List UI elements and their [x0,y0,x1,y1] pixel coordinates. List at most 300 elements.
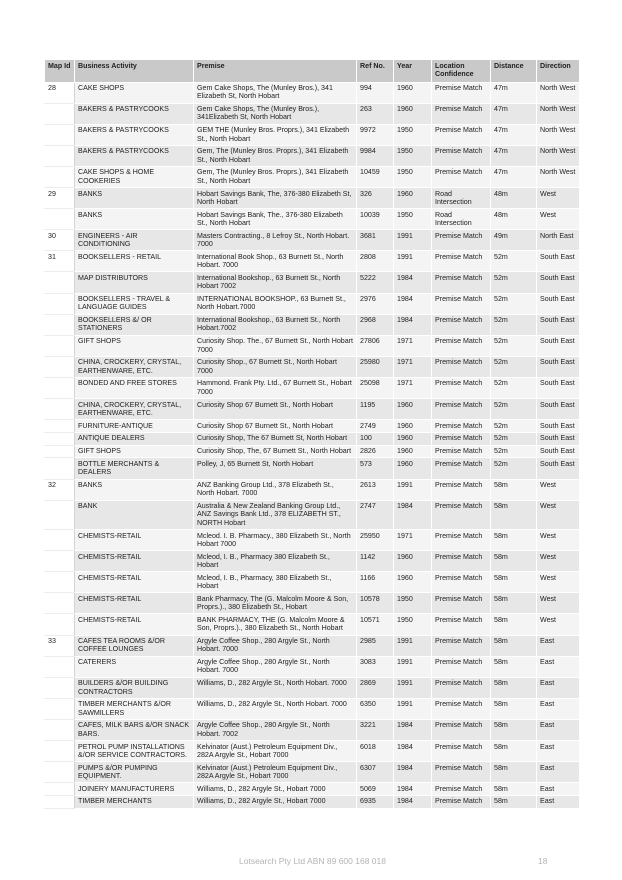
cell-business-activity: CAKE SHOPS [75,82,194,103]
cell-premise: Williams, D., 282 Argyle St., North Hobart. 7000 [194,677,357,698]
cell-direction: South East [537,272,580,293]
cell-business-activity: CHEMISTS-RETAIL [75,614,194,635]
table-row [45,458,580,479]
table-row [45,82,580,103]
cell-premise: Gem Cake Shops, The (Munley Bros.), 341Elizabeth St, North Hobart [194,103,357,124]
cell-ref-no: 2869 [357,677,394,698]
table-row [45,614,580,635]
cell-location-confidence: Premise Match [432,698,491,719]
footer-company: Lotsearch Pty Ltd ABN 89 600 168 018 [239,856,386,866]
cell-direction: South East [537,445,580,458]
cell-year: 1984 [394,795,432,808]
cell-map-id [45,103,75,124]
cell-location-confidence: Premise Match [432,432,491,445]
cell-ref-no: 2613 [357,479,394,500]
cell-year: 1984 [394,293,432,314]
cell-distance: 52m [491,432,537,445]
table-row [45,314,580,335]
cell-direction: South East [537,420,580,433]
table-body [45,82,580,808]
cell-ref-no: 3221 [357,719,394,740]
cell-distance: 52m [491,399,537,420]
cell-business-activity: CHINA, CROCKERY, CRYSTAL, EARTHENWARE, ETC. [75,356,194,377]
header-direction: Direction [537,60,580,83]
cell-year: 1984 [394,272,432,293]
cell-location-confidence: Premise Match [432,635,491,656]
cell-location-confidence: Premise Match [432,551,491,572]
cell-map-id: 33 [45,635,75,656]
table-row [45,593,580,614]
cell-business-activity: BANK [75,500,194,529]
cell-year: 1991 [394,479,432,500]
cell-year: 1960 [394,458,432,479]
cell-direction: South East [537,458,580,479]
cell-distance: 58m [491,762,537,783]
cell-ref-no: 5069 [357,783,394,796]
table-row [45,656,580,677]
cell-ref-no: 25950 [357,530,394,551]
cell-map-id [45,124,75,145]
cell-map-id [45,293,75,314]
cell-year: 1984 [394,762,432,783]
cell-year: 1984 [394,741,432,762]
cell-business-activity: MAP DISTRIBUTORS [75,272,194,293]
cell-direction: West [537,500,580,529]
cell-distance: 52m [491,251,537,272]
cell-year: 1991 [394,251,432,272]
records-table [44,59,580,809]
table-row [45,741,580,762]
cell-direction: East [537,719,580,740]
cell-location-confidence: Premise Match [432,335,491,356]
cell-ref-no: 573 [357,458,394,479]
cell-ref-no: 1142 [357,551,394,572]
cell-map-id [45,335,75,356]
cell-distance: 58m [491,635,537,656]
cell-direction: East [537,741,580,762]
cell-premise: Kelvinator (Aust.) Petroleum Equipment Div., 282A Argyle St., Hobart 7000 [194,741,357,762]
cell-ref-no: 1195 [357,399,394,420]
cell-distance: 58m [491,572,537,593]
cell-location-confidence: Premise Match [432,614,491,635]
cell-business-activity: PETROL PUMP INSTALLATIONS &/OR SERVICE CONTRACTORS. [75,741,194,762]
cell-location-confidence: Premise Match [432,500,491,529]
cell-distance: 58m [491,795,537,808]
cell-map-id [45,209,75,230]
cell-distance: 58m [491,551,537,572]
cell-location-confidence: Premise Match [432,314,491,335]
cell-distance: 47m [491,145,537,166]
cell-map-id [45,677,75,698]
cell-direction: South East [537,377,580,398]
cell-year: 1950 [394,593,432,614]
header-business-activity: Business Activity [75,60,194,83]
cell-distance: 58m [491,593,537,614]
cell-business-activity: CATERERS [75,656,194,677]
cell-business-activity: CAFES, MILK BARS &/OR SNACK BARS. [75,719,194,740]
cell-map-id [45,741,75,762]
cell-location-confidence: Premise Match [432,593,491,614]
cell-map-id [45,420,75,433]
cell-map-id [45,762,75,783]
cell-map-id [45,458,75,479]
cell-premise: Curiosity Shop, The, 67 Burnett St., North Hobart [194,445,357,458]
cell-distance: 47m [491,103,537,124]
cell-distance: 58m [491,500,537,529]
cell-distance: 52m [491,293,537,314]
cell-distance: 58m [491,719,537,740]
cell-location-confidence: Premise Match [432,272,491,293]
cell-map-id: 32 [45,479,75,500]
cell-business-activity: CHEMISTS-RETAIL [75,530,194,551]
cell-location-confidence: Premise Match [432,420,491,433]
cell-ref-no: 10578 [357,593,394,614]
table-row [45,335,580,356]
table-row [45,432,580,445]
cell-premise: Hobart Savings Bank, The., 376-380 Elizabeth St., North Hobart [194,209,357,230]
cell-direction: North West [537,103,580,124]
cell-map-id [45,145,75,166]
cell-location-confidence: Premise Match [432,166,491,187]
cell-business-activity: BOOKSELLERS - TRAVEL & LANGUAGE GUIDES [75,293,194,314]
cell-distance: 52m [491,314,537,335]
cell-map-id [45,399,75,420]
cell-year: 1960 [394,420,432,433]
cell-premise: Kelvinator (Aust.) Petroleum Equipment Div., 282A Argyle St., Hobart 7000 [194,762,357,783]
cell-business-activity: GIFT SHOPS [75,335,194,356]
cell-ref-no: 10571 [357,614,394,635]
cell-premise: Australia & New Zealand Banking Group Ltd., ANZ Savings Bank Ltd., 378 ELIZABETH ST., NORTH Hobart [194,500,357,529]
cell-year: 1950 [394,145,432,166]
cell-business-activity: BONDED AND FREE STORES [75,377,194,398]
cell-premise: Mcleod, I. B., Pharmacy, 380 Elizabeth St., Hobart [194,572,357,593]
cell-map-id [45,500,75,529]
cell-distance: 58m [491,530,537,551]
header-location-confidence: Location Confidence [432,60,491,83]
cell-ref-no: 2968 [357,314,394,335]
cell-premise: Polley, J, 65 Burnett St, North Hobart [194,458,357,479]
cell-year: 1984 [394,500,432,529]
cell-business-activity: BANKS [75,188,194,209]
cell-location-confidence: Premise Match [432,795,491,808]
cell-business-activity: CHINA, CROCKERY, CRYSTAL, EARTHENWARE, ETC. [75,399,194,420]
cell-location-confidence: Premise Match [432,783,491,796]
cell-distance: 58m [491,783,537,796]
cell-map-id [45,698,75,719]
table-row [45,572,580,593]
cell-distance: 52m [491,420,537,433]
cell-year: 1960 [394,445,432,458]
cell-direction: East [537,635,580,656]
table-row [45,377,580,398]
cell-location-confidence: Premise Match [432,124,491,145]
cell-business-activity: GIFT SHOPS [75,445,194,458]
cell-location-confidence: Premise Match [432,399,491,420]
page-number: 18 [538,856,548,866]
cell-premise: Masters Contracting., 8 Lefroy St., North Hobart. 7000 [194,230,357,251]
cell-map-id [45,272,75,293]
cell-ref-no: 2826 [357,445,394,458]
cell-map-id [45,166,75,187]
cell-ref-no: 100 [357,432,394,445]
cell-year: 1960 [394,188,432,209]
cell-distance: 52m [491,377,537,398]
cell-premise: Hobart Savings Bank, The, 376-380 Elizabeth St, North Hobart [194,188,357,209]
cell-ref-no: 25980 [357,356,394,377]
cell-business-activity: TIMBER MERCHANTS &/OR SAWMILLERS [75,698,194,719]
cell-location-confidence: Premise Match [432,445,491,458]
table-row [45,356,580,377]
cell-direction: West [537,572,580,593]
cell-premise: Argyle Coffee Shop., 280 Argyle St., North Hobart. 7000 [194,635,357,656]
cell-location-confidence: Premise Match [432,762,491,783]
table-row [45,635,580,656]
cell-location-confidence: Premise Match [432,82,491,103]
cell-ref-no: 3681 [357,230,394,251]
header-ref-no: Ref No. [357,60,394,83]
cell-business-activity: CAKE SHOPS & HOME COOKERIES [75,166,194,187]
cell-direction: South East [537,251,580,272]
cell-ref-no: 10039 [357,209,394,230]
table-row [45,272,580,293]
cell-year: 1950 [394,124,432,145]
cell-location-confidence: Premise Match [432,479,491,500]
header-map-id: Map Id [45,60,75,83]
cell-year: 1960 [394,103,432,124]
cell-business-activity: BAKERS & PASTRYCOOKS [75,145,194,166]
cell-ref-no: 5222 [357,272,394,293]
cell-location-confidence: Road Intersection [432,209,491,230]
cell-premise: Curiosity Shop 67 Burnett St., North Hobart [194,399,357,420]
cell-direction: West [537,614,580,635]
cell-direction: East [537,698,580,719]
cell-map-id: 30 [45,230,75,251]
cell-business-activity: BAKERS & PASTRYCOOKS [75,124,194,145]
cell-year: 1960 [394,572,432,593]
cell-distance: 48m [491,188,537,209]
table-row [45,103,580,124]
cell-business-activity: BAKERS & PASTRYCOOKS [75,103,194,124]
cell-location-confidence: Premise Match [432,572,491,593]
cell-premise: Curiosity Shop., 67 Burnett St., North Hobart 7000 [194,356,357,377]
cell-distance: 47m [491,124,537,145]
cell-location-confidence: Premise Match [432,230,491,251]
table-row [45,209,580,230]
cell-premise: Gem, The (Munley Bros. Proprs.), 341 Elizabeth St., North Hobart [194,145,357,166]
cell-direction: West [537,593,580,614]
cell-location-confidence: Premise Match [432,356,491,377]
cell-ref-no: 6018 [357,741,394,762]
cell-map-id [45,530,75,551]
table-row [45,479,580,500]
table-row [45,399,580,420]
cell-ref-no: 9972 [357,124,394,145]
cell-ref-no: 27806 [357,335,394,356]
cell-direction: South East [537,314,580,335]
cell-map-id [45,593,75,614]
cell-business-activity: BANKS [75,479,194,500]
cell-map-id [45,445,75,458]
cell-premise: International Bookshop., 63 Burnett St., North Hobart.7002 [194,314,357,335]
cell-year: 1991 [394,656,432,677]
cell-distance: 47m [491,166,537,187]
cell-direction: South East [537,335,580,356]
cell-ref-no: 2808 [357,251,394,272]
header-distance: Distance [491,60,537,83]
cell-direction: North West [537,124,580,145]
cell-distance: 48m [491,209,537,230]
cell-direction: East [537,795,580,808]
cell-year: 1960 [394,82,432,103]
cell-premise: International Bookshop., 63 Burnett St., North Hobart 7002 [194,272,357,293]
cell-distance: 58m [491,479,537,500]
cell-location-confidence: Premise Match [432,719,491,740]
cell-ref-no: 263 [357,103,394,124]
cell-location-confidence: Premise Match [432,251,491,272]
cell-location-confidence: Premise Match [432,293,491,314]
cell-year: 1984 [394,783,432,796]
cell-distance: 47m [491,82,537,103]
cell-ref-no: 2749 [357,420,394,433]
cell-location-confidence: Premise Match [432,377,491,398]
cell-year: 1950 [394,614,432,635]
table-row [45,420,580,433]
cell-location-confidence: Premise Match [432,530,491,551]
cell-business-activity: ENGINEERS - AIR CONDITIONING [75,230,194,251]
table-row [45,530,580,551]
cell-year: 1950 [394,166,432,187]
cell-premise: Curiosity Shop, The 67 Burnett St, North Hobart [194,432,357,445]
cell-distance: 58m [491,677,537,698]
table-row [45,145,580,166]
cell-ref-no: 326 [357,188,394,209]
cell-ref-no: 2976 [357,293,394,314]
cell-map-id [45,314,75,335]
table-row [45,230,580,251]
cell-ref-no: 9984 [357,145,394,166]
cell-direction: North West [537,145,580,166]
cell-business-activity: CHEMISTS-RETAIL [75,572,194,593]
cell-location-confidence: Premise Match [432,458,491,479]
cell-year: 1960 [394,432,432,445]
cell-premise: Hammond. Frank Pty. Ltd., 67 Burnett St., Hobart 7000 [194,377,357,398]
cell-ref-no: 10459 [357,166,394,187]
cell-business-activity: BOTTLE MERCHANTS & DEALERS [75,458,194,479]
cell-premise: Mcleod, I. B., Pharmacy 380 Elizabeth St., Hobart [194,551,357,572]
cell-map-id [45,572,75,593]
cell-map-id [45,783,75,796]
cell-premise: International Book Shop., 63 Burnett St., North Hobart. 7000 [194,251,357,272]
table-row [45,124,580,145]
table-row [45,762,580,783]
cell-premise: Argyle Coffee Shop., 280 Argyle St., North Hobart. 7002 [194,719,357,740]
cell-distance: 52m [491,272,537,293]
cell-business-activity: CAFES TEA ROOMS &/OR COFFEE LOUNGES [75,635,194,656]
cell-year: 1991 [394,677,432,698]
cell-direction: West [537,530,580,551]
cell-ref-no: 2985 [357,635,394,656]
cell-premise: INTERNATIONAL BOOKSHOP., 63 Burnett St., North Hobart.7000 [194,293,357,314]
cell-direction: West [537,479,580,500]
cell-ref-no: 6307 [357,762,394,783]
cell-premise: Williams, D., 282 Argyle St., North Hobart. 7000 [194,698,357,719]
table-row [45,500,580,529]
cell-premise: Williams, D., 282 Argyle St., Hobart 7000 [194,783,357,796]
cell-map-id: 28 [45,82,75,103]
cell-map-id [45,356,75,377]
cell-premise: BANK PHARMACY, THE (G. Malcolm Moore & Son, Proprs.)., 380 Elizabeth St., North Hobart [194,614,357,635]
cell-location-confidence: Premise Match [432,741,491,762]
cell-map-id: 29 [45,188,75,209]
cell-map-id [45,719,75,740]
cell-ref-no: 25098 [357,377,394,398]
cell-year: 1991 [394,230,432,251]
cell-business-activity: BUILDERS &/OR BUILDING CONTRACTORS [75,677,194,698]
cell-direction: East [537,656,580,677]
cell-year: 1971 [394,356,432,377]
table-row [45,551,580,572]
cell-direction: West [537,209,580,230]
table-row [45,166,580,187]
cell-year: 1991 [394,635,432,656]
cell-direction: East [537,762,580,783]
cell-business-activity: PUMPS &/OR PUMPING EQUIPMENT. [75,762,194,783]
cell-premise: GEM THE (Munley Bros. Proprs.), 341 Elizabeth St., North Hobart [194,124,357,145]
cell-business-activity: BOOKSELLERS - RETAIL [75,251,194,272]
cell-distance: 52m [491,356,537,377]
cell-map-id [45,656,75,677]
cell-year: 1984 [394,719,432,740]
cell-business-activity: CHEMISTS-RETAIL [75,551,194,572]
cell-direction: North West [537,166,580,187]
cell-location-confidence: Premise Match [432,656,491,677]
cell-business-activity: CHEMISTS-RETAIL [75,593,194,614]
cell-ref-no: 994 [357,82,394,103]
cell-map-id [45,795,75,808]
cell-year: 1960 [394,551,432,572]
cell-direction: West [537,551,580,572]
cell-premise: Argyle Coffee Shop., 280 Argyle St., North Hobart. 7000 [194,656,357,677]
cell-premise: Gem, The (Munley Bros. Proprs.), 341 Elizabeth St., North Hobart [194,166,357,187]
cell-year: 1991 [394,698,432,719]
cell-year: 1960 [394,399,432,420]
cell-map-id [45,551,75,572]
table-row [45,795,580,808]
cell-direction: South East [537,399,580,420]
cell-year: 1971 [394,530,432,551]
cell-location-confidence: Road Intersection [432,188,491,209]
table-row [45,698,580,719]
header-row [45,60,580,83]
cell-direction: North West [537,82,580,103]
table-row [45,251,580,272]
table-row [45,188,580,209]
cell-direction: West [537,188,580,209]
cell-location-confidence: Premise Match [432,677,491,698]
cell-distance: 52m [491,445,537,458]
cell-business-activity: FURNITURE-ANTIQUE [75,420,194,433]
header-year: Year [394,60,432,83]
cell-ref-no: 3083 [357,656,394,677]
cell-distance: 58m [491,741,537,762]
cell-distance: 52m [491,458,537,479]
cell-direction: South East [537,432,580,445]
table-row [45,677,580,698]
cell-premise: Mcleod. I. B. Pharmacy., 380 Elizabeth St., North Hobart 7000 [194,530,357,551]
cell-direction: East [537,677,580,698]
cell-business-activity: JOINERY MANUFACTURERS [75,783,194,796]
cell-business-activity: TIMBER MERCHANTS [75,795,194,808]
